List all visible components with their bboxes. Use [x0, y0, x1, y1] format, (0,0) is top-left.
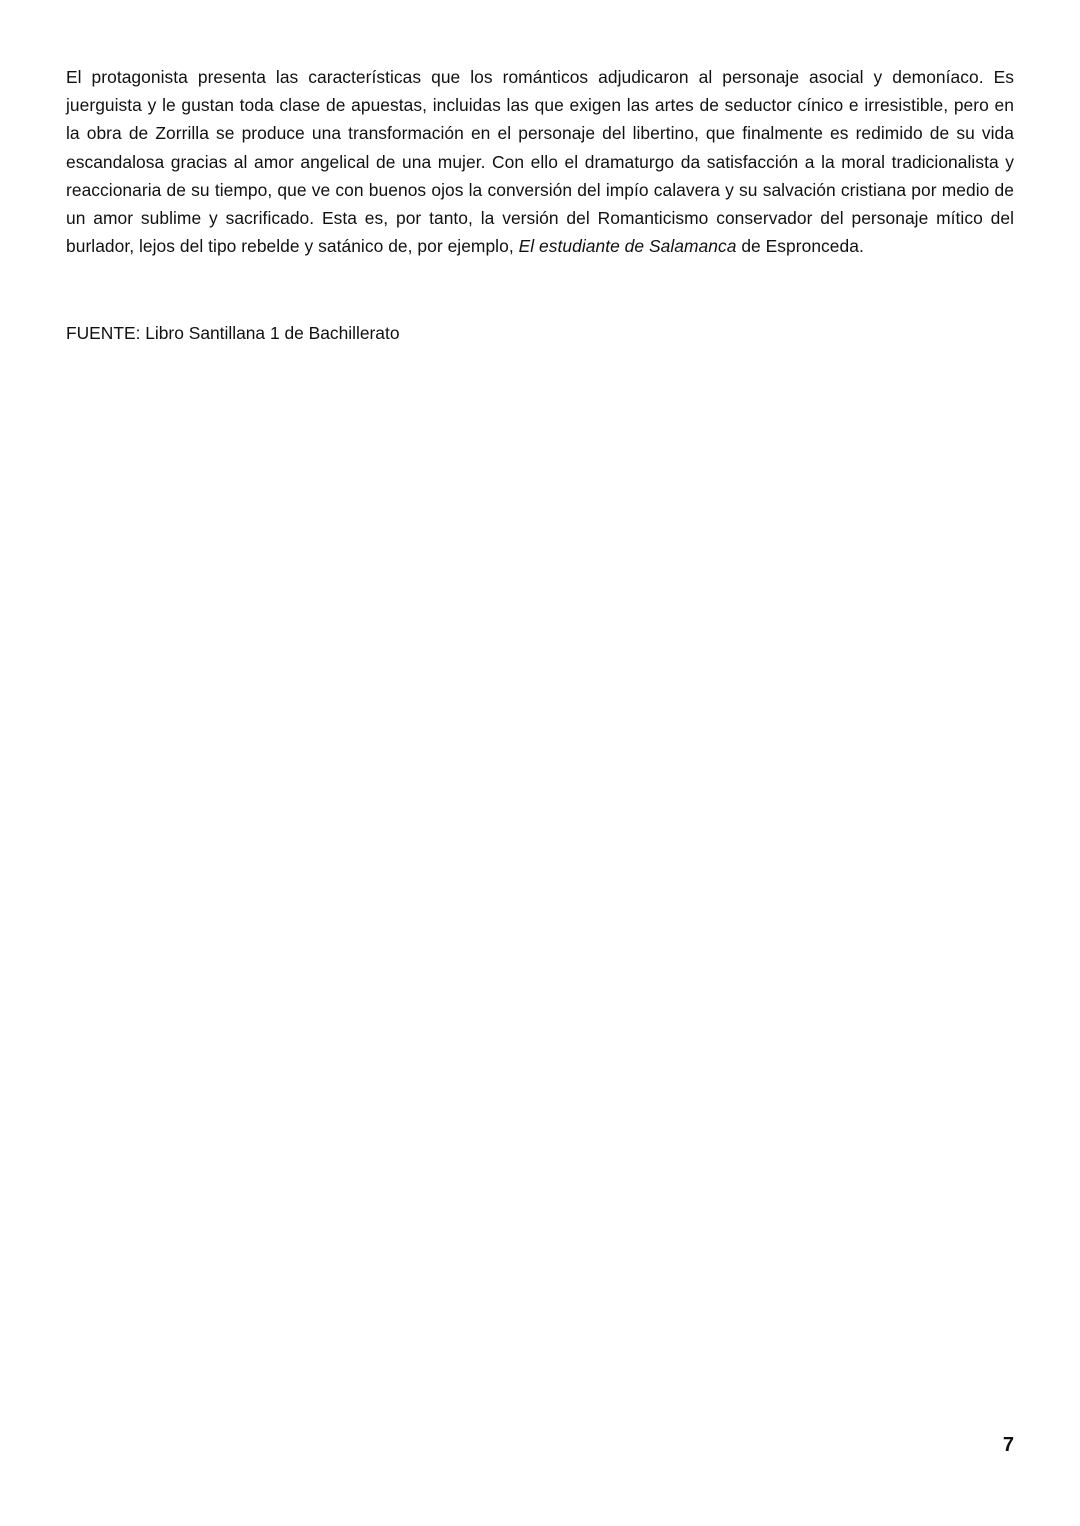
paragraph-text-end: de Espronceda.: [736, 236, 864, 257]
source-citation: FUENTE: Libro Santillana 1 de Bachillerato: [66, 323, 400, 343]
body-paragraph: [66, 63, 1014, 260]
page-number: 7: [1002, 1434, 1014, 1456]
paragraph-text-start: El protagonista presenta las características que los románticos adjudicaron al personaje asocial y demoníaco. Es juerguista y le gustan toda clase de apuestas, incluidas las que exigen las artes de seductor cínico e irresistible, pero en la obra de Zorrilla se produce una transformación en el personaje del libertino, que finalmente es redimido de su vida escandalosa gracias al amor angelical de una mujer. Con ello el dramaturgo da satisfacción a la moral tradicionalista y reaccionaria de su tiempo, que ve con buenos ojos la conversión del impío calavera y su salvación cristiana por medio de un amor sublime y sacrificado. Esta es, por tanto, la versión del Romanticismo conservador del personaje mítico del burlador, lejos del tipo rebelde y satánico de, por ejemplo,: [66, 67, 1014, 257]
work-title: El estudiante de Salamanca: [518, 236, 737, 257]
